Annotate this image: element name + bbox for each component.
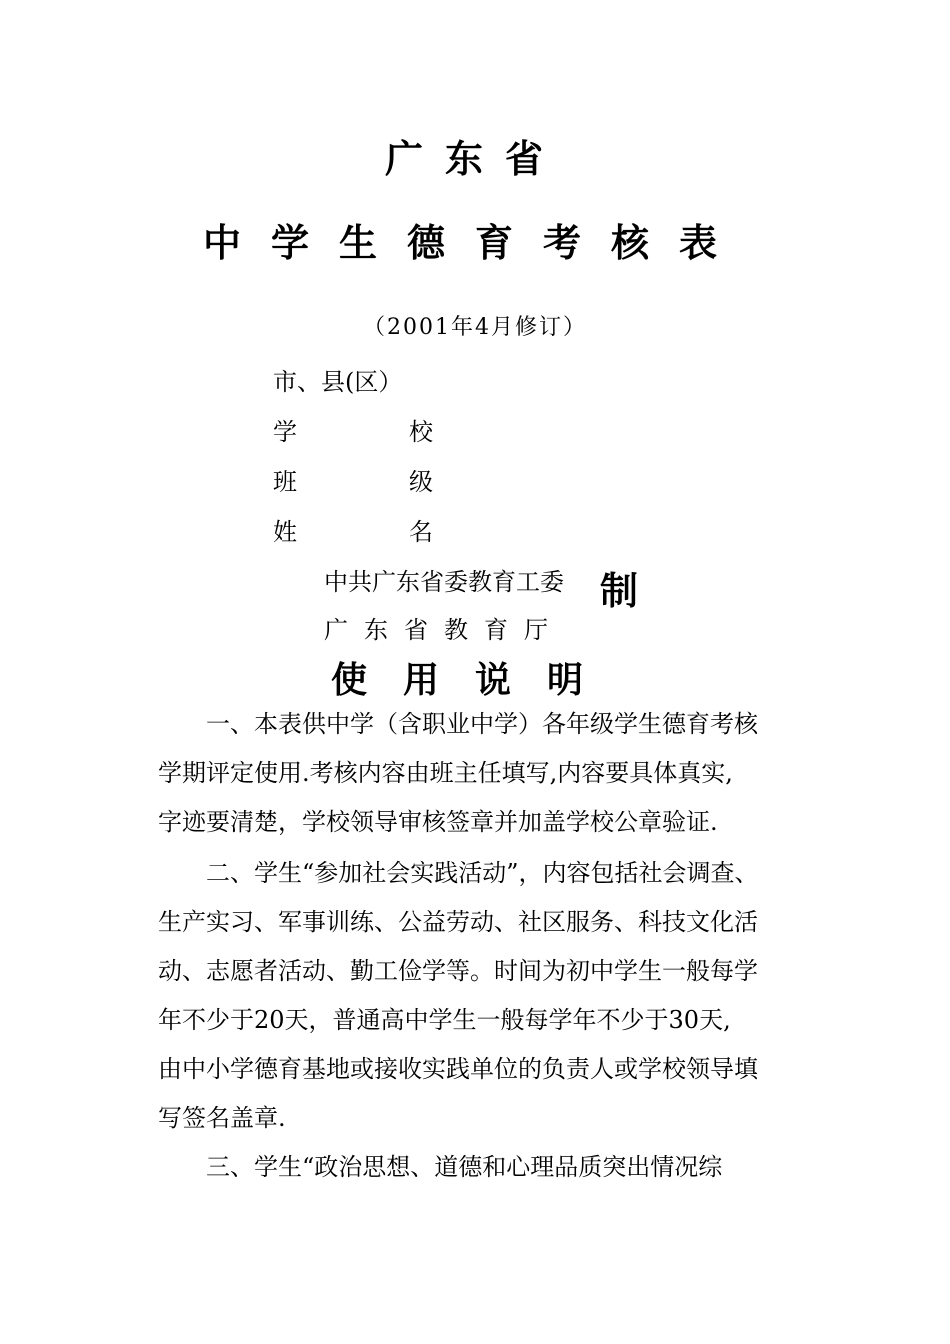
field-name: [273, 512, 433, 547]
field-class: [273, 462, 433, 497]
title-form-name: 中学生德育考核表: [202, 220, 747, 265]
issuer-org2: 广东省教育厅: [324, 616, 564, 644]
paragraph-1: [158, 700, 818, 847]
paragraph-1-line: 学期评定使用.考核内容由班主任填写,内容要具体真实,: [158, 759, 733, 787]
paragraph-3: [158, 1143, 818, 1192]
field-school-char2: 校: [409, 418, 433, 446]
issuer-org1: 中共广东省委教育工委: [324, 568, 564, 596]
paragraph-2-line: 生产实习、军事训练、公益劳动、社区服务、科技文化活: [158, 908, 758, 936]
field-city: 市、县(区）: [273, 368, 403, 396]
paragraph-1-line: 字迹要清楚，学校领导审核签章并加盖学校公章验证.: [158, 808, 718, 836]
paragraph-2-line: 二、学生“参加社会实践活动”，内容包括社会调查、: [206, 859, 759, 887]
title-province: 广东省: [384, 136, 565, 181]
field-school-char1: 学: [273, 418, 297, 446]
field-name-char2: 名: [409, 518, 433, 546]
paragraph-2-line: 由中小学德育基地或接收实践单位的负责人或学校领导填: [158, 1055, 758, 1083]
paragraph-2-line: 年不少于20天，普通高中学生一般每学年不少于30天,: [158, 1006, 731, 1034]
field-school: [273, 412, 433, 447]
paragraph-3-line: 三、学生“政治思想、道德和心理品质突出情况综: [206, 1153, 723, 1181]
section-title-instructions: 使用说明: [330, 659, 619, 701]
paragraph-2: [158, 849, 818, 1143]
paragraph-2-line: 写签名盖章.: [158, 1104, 286, 1132]
paragraph-1-line: 一、本表供中学（含职业中学）各年级学生德育考核: [206, 710, 758, 738]
issuer-suffix: 制: [600, 568, 639, 613]
paragraph-2-line: 动、志愿者活动、勤工俭学等。时间为初中学生一般每学: [158, 957, 758, 985]
field-name-char1: 姓: [273, 518, 297, 546]
field-class-char1: 班: [273, 468, 297, 496]
field-class-char2: 级: [409, 468, 433, 496]
revision-note: （2001年4月修订）: [363, 315, 587, 340]
